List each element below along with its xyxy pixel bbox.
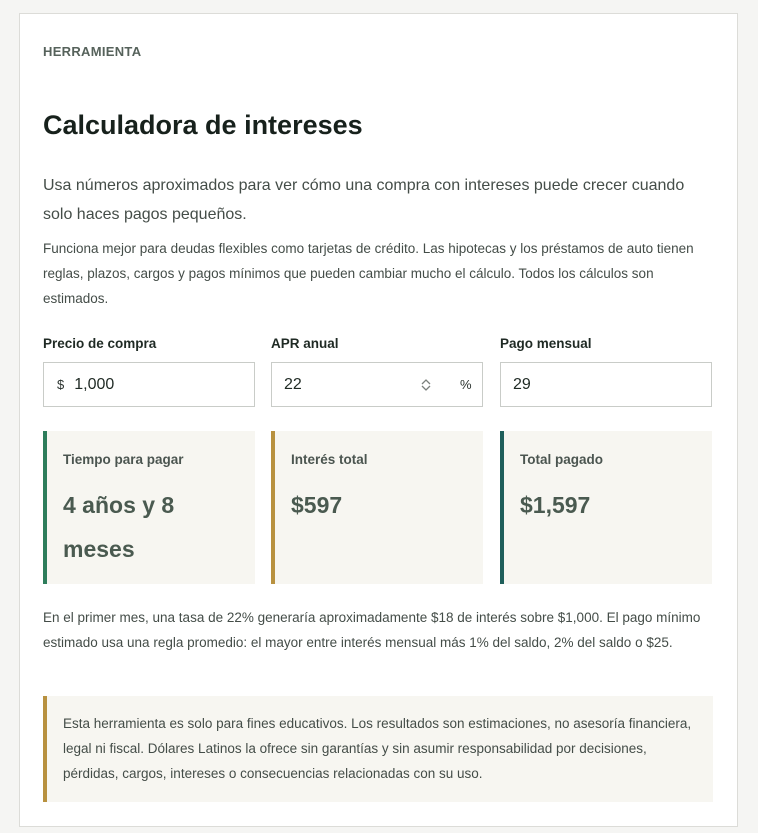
result-time-label: Tiempo para pagar	[63, 452, 184, 467]
payment-value: 29	[513, 375, 531, 393]
disclaimer-box	[43, 696, 713, 802]
result-interest-label: Interés total	[291, 452, 368, 467]
number-stepper-icon[interactable]	[420, 376, 432, 394]
result-total-card	[500, 431, 712, 584]
disclaimer-text: Esta herramienta es solo para fines educativos. Los resultados son estimaciones, no asesoría financiera, legal ni fiscal. Dólares Latinos la ofrece sin garantías y sin asumir responsabilidad por decisiones, pérdidas, cargos, intereses o consecuencias relacionadas con su uso.	[63, 716, 692, 781]
scope-note: Funciona mejor para deudas flexibles como tarjetas de crédito. Las hipotecas y los préstamos de auto tienen reglas, plazos, cargos y pagos mínimos que pueden cambiar mucho el cálculo. Todos los cálculos son estimados.	[43, 241, 694, 306]
payment-input[interactable]	[500, 362, 712, 407]
price-input[interactable]	[43, 362, 255, 407]
payment-label: Pago mensual	[500, 336, 592, 351]
price-label: Precio de compra	[43, 336, 157, 351]
eyebrow-label: HERRAMIENTA	[43, 44, 142, 59]
price-value: 1,000	[74, 375, 115, 393]
apr-label: APR anual	[271, 336, 339, 351]
result-interest-value: $597	[291, 492, 343, 518]
explanation-text: En el primer mes, una tasa de 22% generaría aproximadamente $18 de interés sobre $1,000. El pago mínimo estimado usa una regla promedio: el mayor entre interés mensual más 1% del saldo, 2% del saldo o $25.	[43, 610, 701, 650]
currency-prefix: $	[57, 377, 65, 392]
apr-input[interactable]	[271, 362, 483, 407]
percent-suffix: %	[460, 377, 472, 392]
result-interest-card	[271, 431, 483, 584]
result-total-value: $1,597	[520, 492, 591, 518]
result-time-card	[43, 431, 255, 584]
intro-text: Usa números aproximados para ver cómo una compra con intereses puede crecer cuando solo haces pagos pequeños.	[43, 177, 685, 223]
calculator-card	[19, 13, 738, 827]
apr-value: 22	[284, 375, 302, 393]
page-title: Calculadora de intereses	[43, 110, 363, 140]
result-time-value: 4 años y 8 meses	[63, 492, 175, 562]
result-total-label: Total pagado	[520, 452, 603, 467]
